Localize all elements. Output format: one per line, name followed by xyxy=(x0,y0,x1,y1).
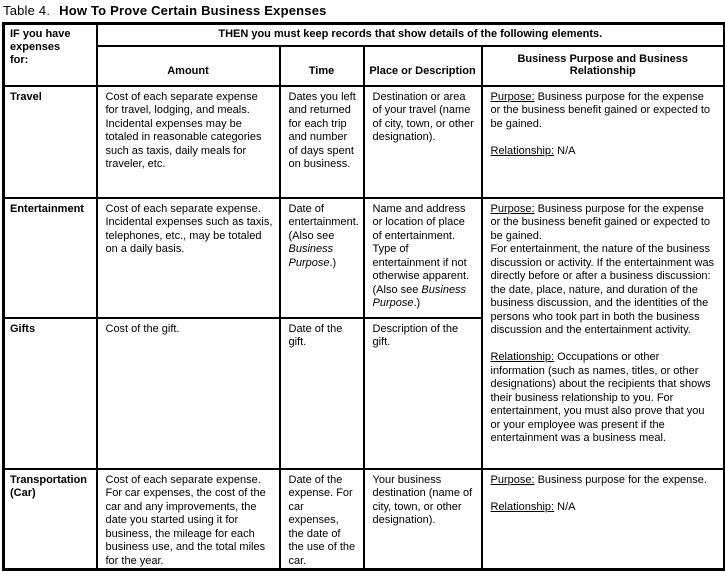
transportation-time-cell: Date of the expense. For car expenses, the date of the use of the car. xyxy=(280,469,364,570)
expense-proof-table xyxy=(2,22,725,571)
category-transportation xyxy=(4,469,97,570)
transportation-purpose-cell xyxy=(482,469,725,570)
place-text-end: .) xyxy=(413,297,421,309)
table-row-transportation xyxy=(4,469,725,570)
relationship-label: Relationship: xyxy=(490,351,555,363)
corner-line: IF you have xyxy=(10,28,71,40)
header-row-columns xyxy=(4,46,725,86)
entertainment-amount-cell: Cost of each separate expense. Incidental expenses such as taxis, telephones, etc., may be totaled on a daily basis. xyxy=(97,198,280,318)
travel-purpose-cell xyxy=(482,86,725,198)
header-corner-cell xyxy=(4,24,97,86)
corner-line: expenses xyxy=(10,41,61,53)
purpose-paragraph xyxy=(491,91,716,132)
travel-place-cell: Destination or area of your travel (name of city, town, or other designation). xyxy=(364,86,482,198)
table-number: Table 4. xyxy=(3,3,51,18)
time-text: Date of entertainment. (Also see xyxy=(288,202,359,242)
category-travel: Travel xyxy=(4,86,97,198)
table-title-text: How To Prove Certain Business Expenses xyxy=(59,3,327,18)
column-header-amount: Amount xyxy=(97,46,280,86)
category-line: (Car) xyxy=(10,486,36,499)
corner-line: for: xyxy=(10,54,29,66)
header-row-then xyxy=(4,24,725,46)
column-header-time: Time xyxy=(280,46,364,86)
relationship-paragraph xyxy=(491,145,716,159)
time-text-end: .) xyxy=(329,256,337,269)
purpose-text: Business purpose for the expense. xyxy=(534,473,707,486)
category-line: Transportation xyxy=(10,473,88,486)
table-title xyxy=(2,2,723,22)
relationship-label: Relationship: xyxy=(490,144,555,157)
transportation-amount-cell: Cost of each separate expense. For car expenses, the cost of the car and any improvements, the date you started using it for business, the mileage for each business use, and the total miles for the year. xyxy=(97,469,280,570)
relationship-label: Relationship: xyxy=(490,500,555,513)
place-italic-ref: Business Purpose xyxy=(372,283,467,309)
purpose-text-2: For entertainment, the nature of the business discussion or activity. If the entertainment was directly before or after a business discussion: the date, place, nature, and duration of the business discussion, and the identities of the persons who took part in both the business discussion and the entertainment activity. xyxy=(490,243,715,336)
relationship-text: N/A xyxy=(554,144,576,157)
place-text: Name and address or location of place of entertainment. Type of entertainment if not otherwise apparent. (Also see xyxy=(372,202,470,296)
table-row-entertainment xyxy=(4,198,725,318)
relationship-text: N/A xyxy=(554,500,576,513)
entertainment-place-cell xyxy=(364,198,482,318)
gifts-amount-cell: Cost of the gift. xyxy=(97,318,280,469)
entertainment-gifts-purpose-cell xyxy=(482,198,725,469)
gifts-time-cell: Date of the gift. xyxy=(280,318,364,469)
table-row-travel xyxy=(4,86,725,198)
gifts-place-cell: Description of the gift. xyxy=(364,318,482,469)
column-header-place: Place or Description xyxy=(364,46,482,86)
purpose-paragraph xyxy=(491,474,716,488)
purpose-text: Business purpose for the expense or the business benefit gained or expected to be gained. xyxy=(490,202,711,242)
column-header-business-purpose: Business Purpose and Business Relationship xyxy=(482,46,725,86)
time-italic-ref: Business Purpose xyxy=(288,243,334,269)
relationship-paragraph xyxy=(491,501,716,515)
travel-time-cell: Dates you left and returned for each trip and number of days spent on business. xyxy=(280,86,364,198)
travel-amount-cell: Cost of each separate expense for travel, lodging, and meals. Incidental expenses may be totaled in reasonable categories such as taxis, daily meals for traveler, etc. xyxy=(97,86,280,198)
category-entertainment: Entertainment xyxy=(4,198,97,318)
purpose-text: Business purpose for the expense or the business benefit gained or expected to be gained. xyxy=(490,90,711,130)
relationship-paragraph xyxy=(491,351,716,446)
transportation-place-cell: Your business destination (name of city, town, or other designation). xyxy=(364,469,482,570)
header-then-cell: THEN you must keep records that show details of the following elements. xyxy=(97,24,725,46)
category-gifts: Gifts xyxy=(4,318,97,469)
relationship-text: Occupations or other information (such as names, titles, or other designations) about the recipients that shows their business relationship to you. For entertainment, you must also prove that you or your employee was present if the entertainment was a business meal. xyxy=(490,351,711,444)
purpose-paragraph xyxy=(491,203,716,338)
purpose-label: Purpose: xyxy=(490,90,535,103)
entertainment-time-cell xyxy=(280,198,364,318)
purpose-label: Purpose: xyxy=(490,202,535,215)
purpose-label: Purpose: xyxy=(490,473,535,486)
